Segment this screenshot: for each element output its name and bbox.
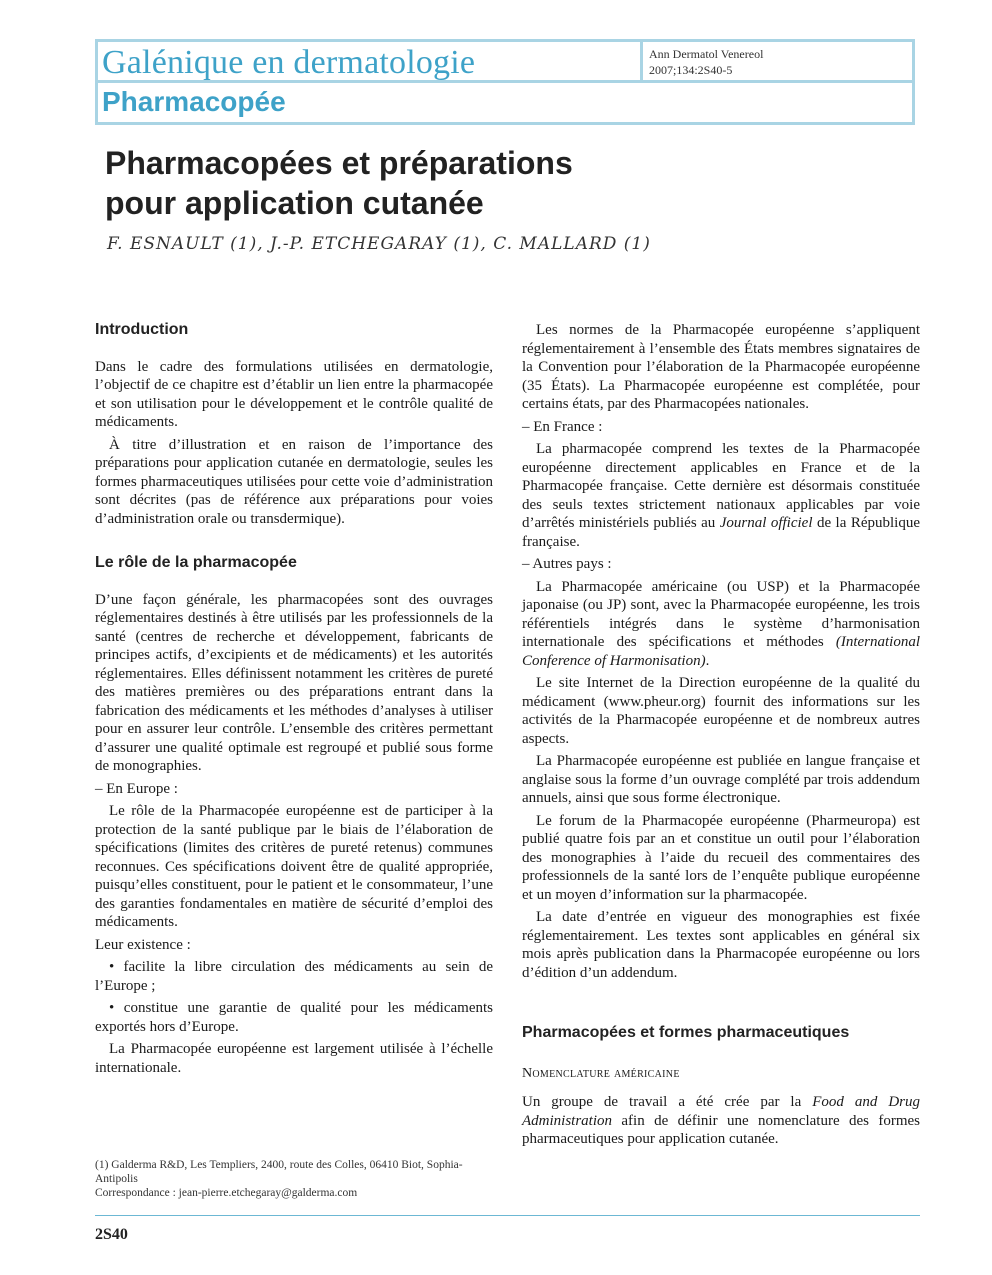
paragraph: À titre d’illustration et en raison de l’importance des préparations pour application cutanée en dermatologie, seules les formes pharmaceutiques utilisées pour cette voie d’administration sont décrites (pas de référence aux préparations pour voies d’administration orale ou transdermique).	[95, 436, 493, 527]
paragraph: Un groupe de travail a été crée par la Food and Drug Administration afin de définir une nomenclature des formes pharmaceutiques pour application cutanée.	[522, 1094, 920, 1147]
list-label-france: – En France :	[522, 418, 603, 435]
list-label-autres: – Autres pays :	[522, 556, 612, 572]
paragraph: La date d’entrée en vigueur des monographies est fixée réglementairement. Les textes sont applicables en général six mois après publication dans la Pharmacopée européenne ou lors d’édition d’un addendum.	[522, 909, 920, 981]
paragraph: Le rôle de la Pharmacopée européenne est de participer à la protection de la santé publique par le biais de l’élaboration de spécifications (limites des critères de pureté retenus) communes reconnues. Ces spécifications doivent être de qualité appropriée, puisqu’elles constituent, pour le patient et le consommateur, l’une des garanties fondamentales en matière de sécurité d’emploi des médicaments.	[95, 803, 493, 930]
paragraph: D’une façon générale, les pharmacopées sont des ouvrages réglementaires destinés à être utilisés par les professionnels de la santé (centres de recherche et développement, fabricants de principes actifs, d’excipients et de médicaments) et les autorités réglementaires. Elles définissent notamment les critères de pureté des matières premières ou des préparations entrant dans la fabrication des médicaments et les méthodes d’analyses à utiliser pour en assurer leur contrôle. L’ensemble des critères permettant d’assurer une qualité optimale est regroupé et publié sous forme de monographies.	[95, 591, 493, 774]
right-column	[522, 321, 920, 1153]
heading-formes: Pharmacopées et formes pharmaceutiques	[522, 1024, 850, 1041]
paragraph: La Pharmacopée européenne est publiée en langue française et anglaise sous la forme d’un ouvrage complété par trois addendum annuels, ainsi que sous forme électronique.	[522, 753, 920, 806]
footer-rule	[95, 1215, 920, 1216]
bullet-item: • facilite la libre circulation des médicaments au sein de l’Europe ;	[95, 959, 493, 994]
footnote-correspondence: Correspondance : jean-pierre.etchegaray@galderma.com	[95, 1187, 358, 1199]
page-number: 2S40	[95, 1226, 128, 1243]
left-column	[95, 321, 493, 1081]
header-top-row	[98, 42, 912, 83]
article-authors: F. ESNAULT (1), J.-P. ETCHEGARAY (1), C. MALLARD (1)	[107, 234, 651, 254]
bullet-item: • constitue une garantie de qualité pour les médicaments exportés hors d’Europe.	[95, 1000, 493, 1035]
journal-officiel-em: Journal officiel	[719, 515, 813, 531]
list-label-existence: Leur existence :	[95, 936, 191, 953]
paragraph: La pharmacopée comprend les textes de la Pharmacopée européenne directement applicables en France et de la Pharmacopée française. Cette dernière est désormais constituée des seuls textes strictement nationaux applicables par voie d’arrêtés ministériels publiés au Journal officiel de la République française.	[522, 441, 920, 550]
list-label-europe: – En Europe :	[95, 780, 178, 797]
journal-header	[95, 39, 915, 125]
series-title: Galénique en dermatologie	[102, 44, 476, 81]
paragraph: La Pharmacopée américaine (ou USP) et la Pharmacopée japonaise (ou JP) sont, avec la Pharmacopée européenne, les trois référentiels intégrés dans le système d’harmonisation internationale des spécifications et méthodes (International Conference of Harmonisation).	[522, 578, 920, 669]
affiliation-footnote	[95, 1158, 493, 1200]
heading-introduction: Introduction	[95, 321, 189, 338]
article-title-line2: pour application cutanée	[105, 185, 484, 221]
article-title	[105, 143, 805, 223]
paragraph: Dans le cadre des formulations utilisées en dermatologie, l’objectif de ce chapitre est d’établir un lien entre la pharmacopée et son utilisation pour le développement et le contrôle qualité de médicaments.	[95, 358, 493, 430]
section-title: Pharmacopée	[102, 86, 286, 117]
heading-role: Le rôle de la pharmacopée	[95, 554, 297, 571]
paragraph: Le site Internet de la Direction européenne de la qualité du médicament (www.pheur.org) fournit des informations sur les activités de la Pharmacopée européenne et de nombreux autres aspects.	[522, 675, 920, 747]
paragraph: Le forum de la Pharmacopée européenne (Pharmeuropa) est publié quatre fois par an et constitue un outil pour l’élaboration des monographies à l’aide du recueil des commentaires des professionnels de la santé lors de l’enquête publique européenne et un moyen d’information sur la pharmacopée.	[522, 812, 920, 903]
footnote-affiliation: (1) Galderma R&D, Les Templiers, 2400, route des Colles, 06410 Biot, Sophia-Antipolis	[95, 1159, 463, 1185]
paragraph: Les normes de la Pharmacopée européenne s’appliquent réglementairement à l’ensemble des États membres signataires de la Convention pour l’élaboration de la Pharmacopée européenne (35 États). La Pharmacopée européenne est complétée, pour certains états, par des Pharmacopées nationales.	[522, 322, 920, 412]
journal-name: Ann Dermatol Venereol	[649, 47, 764, 61]
paragraph: La Pharmacopée européenne est largement utilisée à l’échelle internationale.	[95, 1041, 493, 1076]
fda-em: Food and Drug Administration	[522, 1094, 920, 1129]
journal-volume: 2007;134:2S40-5	[649, 63, 733, 77]
journal-citation	[640, 42, 912, 80]
subheading-nomenclature: Nomenclature américaine	[522, 1065, 680, 1081]
article-title-line1: Pharmacopées et préparations	[105, 145, 573, 181]
ich-em: (International Conference of Harmonisation)	[522, 634, 920, 669]
